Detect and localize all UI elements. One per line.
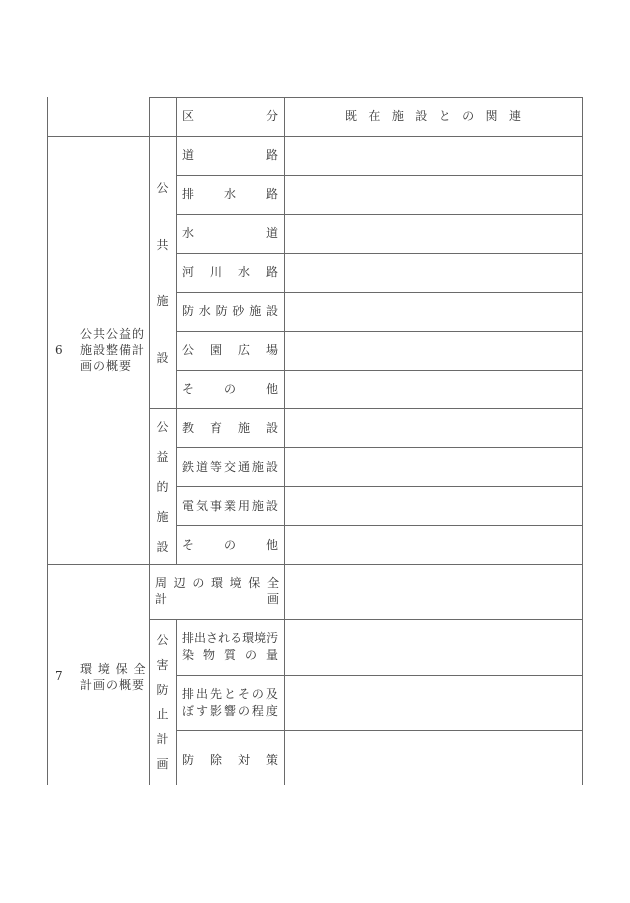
item-label-char: 水: [182, 226, 195, 240]
char: 出: [194, 631, 207, 645]
item-label-char: 施: [251, 460, 264, 474]
header-relation-char: 連: [508, 109, 521, 123]
table-divider-col2b: [176, 619, 177, 785]
item-label: [182, 186, 278, 202]
char: 影: [209, 704, 222, 718]
item-label-char: 園: [209, 343, 222, 357]
section7-title-line: 計画の概要: [80, 678, 146, 692]
group-label-char: 益: [156, 450, 169, 464]
pollution-item-line: [182, 703, 278, 720]
pollution-item-line: [182, 630, 278, 647]
header-kubun-char: 分: [265, 109, 278, 123]
item-label-char: 施: [251, 499, 264, 513]
item-label-char: 用: [237, 499, 250, 513]
group-label-char: 公: [156, 633, 169, 647]
item-label-char: 川: [209, 265, 222, 279]
item-label: [182, 342, 278, 358]
header-relation-char: 設: [415, 109, 428, 123]
section6-number: 6: [55, 343, 63, 357]
item-label-char: 施: [249, 304, 262, 318]
section-line: [47, 564, 583, 565]
item-label-char: 設: [265, 460, 278, 474]
surrounding-line2: [155, 591, 279, 607]
item-label-char: 交: [223, 460, 236, 474]
row-line: [176, 447, 583, 448]
item-label-char: 道: [195, 460, 208, 474]
char: 対: [237, 753, 250, 767]
item-value-cell[interactable]: [286, 215, 580, 251]
item-value-cell[interactable]: [286, 488, 580, 524]
item-label-char: 防: [215, 304, 228, 318]
char: そ: [237, 687, 250, 701]
section6-title-line: 画の概要: [80, 359, 133, 373]
item-label-char: そ: [182, 538, 195, 552]
item-label: [182, 147, 278, 163]
item-value-cell[interactable]: [286, 254, 580, 290]
group-benefit-label: [149, 419, 176, 555]
item-label-char: の: [223, 382, 236, 396]
item-label: [182, 498, 278, 514]
item-value-cell[interactable]: [286, 176, 580, 212]
group-label-char: 防: [156, 682, 169, 697]
char: 排: [182, 687, 195, 701]
item-label-char: 等: [209, 460, 222, 474]
char: 排: [182, 631, 195, 645]
item-label-char: 路: [265, 187, 278, 201]
item-label-char: 気: [195, 499, 208, 513]
item-label-char: 公: [182, 343, 195, 357]
row-line: [176, 525, 583, 526]
item-label-char: 路: [265, 265, 278, 279]
char: 辺: [173, 576, 186, 590]
item-label-char: 他: [265, 382, 278, 396]
pollution-item-line: [182, 686, 278, 703]
table-border-left: [47, 97, 48, 785]
item-label-char: 事: [209, 499, 222, 513]
item-label-char: 道: [182, 148, 195, 162]
pollution-item-line: [182, 752, 278, 769]
char: 質: [223, 648, 236, 662]
char: さ: [206, 631, 219, 645]
item-label-char: 業: [223, 499, 236, 513]
item-value-cell[interactable]: [286, 527, 580, 563]
pollution-item-value-cell[interactable]: [286, 677, 580, 729]
row-line: [176, 675, 583, 676]
item-label-char: 路: [265, 148, 278, 162]
pollution-item-value-cell[interactable]: [286, 621, 580, 673]
char: と: [223, 687, 236, 701]
header-relation-char: 関: [485, 109, 498, 123]
surrounding-env-label: [155, 575, 279, 607]
pollution-item-label: [182, 686, 278, 720]
table-border-top: [149, 97, 583, 98]
table-border-right: [582, 97, 583, 785]
header-kubun-char: 区: [182, 109, 195, 123]
item-label: [182, 225, 278, 241]
item-label-char: 道: [265, 226, 278, 240]
header-relation-char: の: [462, 109, 475, 123]
section6-title-line: 施設整備計: [80, 343, 146, 357]
item-value-cell[interactable]: [286, 371, 580, 407]
item-label-char: 広: [237, 343, 250, 357]
char: 程: [251, 704, 264, 718]
item-label-char: 水: [198, 304, 211, 318]
char: 防: [182, 753, 195, 767]
char: 計: [155, 592, 168, 606]
header-relation: [345, 108, 521, 124]
char: す: [195, 704, 208, 718]
header-relation-char: 施: [391, 109, 404, 123]
char: 及: [265, 687, 278, 701]
char: 環: [210, 576, 223, 590]
header-relation-char: 既: [345, 109, 358, 123]
group-label-char: 共: [156, 237, 169, 252]
item-label-char: 電: [182, 499, 195, 513]
char: 環: [242, 631, 255, 645]
char: れ: [218, 631, 231, 645]
group-pollution-label: [149, 632, 176, 772]
char: 画: [266, 592, 279, 606]
group-label-char: 設: [156, 350, 169, 365]
item-label-char: の: [223, 538, 236, 552]
group-public-label: [149, 180, 176, 366]
group-label-char: 施: [156, 510, 169, 524]
surrounding-env-value[interactable]: [286, 566, 580, 617]
item-label-char: 設: [265, 304, 278, 318]
header-kubun: [182, 108, 278, 124]
pollution-item-line: [182, 647, 278, 664]
row-line: [176, 486, 583, 487]
group-line: [149, 408, 583, 409]
char: の: [192, 576, 205, 590]
section6-title-line: 公共公益的: [80, 327, 146, 341]
char: 染: [182, 648, 195, 662]
char: 境: [254, 631, 267, 645]
pollution-item-label: [182, 630, 278, 664]
section6-title: [80, 326, 145, 374]
item-label-char: そ: [182, 382, 195, 396]
group-label-char: 設: [156, 540, 169, 554]
char: の: [251, 687, 264, 701]
item-label-char: 鉄: [182, 460, 195, 474]
item-label-char: 防: [182, 304, 195, 318]
section7-number: 7: [55, 669, 63, 683]
item-label-char: 設: [265, 499, 278, 513]
char: る: [230, 631, 243, 645]
item-label-char: 育: [209, 421, 222, 435]
char: 汚: [266, 631, 279, 645]
char: 出: [195, 687, 208, 701]
item-label: [182, 459, 278, 475]
item-label-char: 水: [223, 187, 236, 201]
item-label-char: 設: [265, 421, 278, 435]
char: 境: [229, 576, 242, 590]
item-label: [182, 537, 278, 553]
header-relation-char: 在: [368, 109, 381, 123]
char: 除: [209, 753, 222, 767]
item-label-char: 河: [182, 265, 195, 279]
char: 先: [209, 687, 222, 701]
item-value-cell[interactable]: [286, 332, 580, 368]
char: 保: [248, 576, 261, 590]
group-label-char: 施: [156, 294, 169, 309]
table-divider-col3: [284, 97, 285, 785]
surrounding-line1: [155, 575, 279, 591]
section7-title: [80, 661, 146, 693]
group-label-char: 止: [156, 707, 169, 722]
item-label-char: 場: [265, 343, 278, 357]
item-label-char: 水: [237, 265, 250, 279]
char: 周: [155, 576, 168, 590]
group-label-char: 的: [156, 480, 169, 494]
group-label-char: 害: [156, 657, 169, 672]
item-label-char: 砂: [232, 304, 245, 318]
group-label-char: 公: [156, 181, 169, 195]
item-label-char: 他: [265, 538, 278, 552]
item-label-char: 排: [182, 187, 195, 201]
item-value-cell[interactable]: [286, 137, 580, 173]
item-label-char: 施: [237, 421, 250, 435]
header-relation-char: と: [438, 109, 451, 123]
char: の: [244, 648, 257, 662]
item-label: [182, 381, 278, 397]
group-label-char: 計: [156, 732, 169, 747]
char: 量: [265, 648, 278, 662]
group-label-char: 画: [156, 756, 169, 771]
char: 物: [202, 648, 215, 662]
pollution-item-value-cell[interactable]: [286, 732, 580, 784]
item-value-cell[interactable]: [286, 410, 580, 446]
char: ぼ: [182, 704, 195, 718]
item-label-char: 教: [182, 421, 195, 435]
char: 全: [266, 576, 279, 590]
char: の: [237, 704, 250, 718]
item-label: [182, 303, 278, 319]
section7-title-line: 環 境 保 全: [80, 662, 147, 676]
item-label: [182, 420, 278, 436]
char: 響: [223, 704, 236, 718]
item-label: [182, 264, 278, 280]
pollution-item-label: [182, 752, 278, 769]
item-label-char: 通: [237, 460, 250, 474]
item-value-cell[interactable]: [286, 449, 580, 485]
item-value-cell[interactable]: [286, 293, 580, 329]
group-label-char: 公: [156, 420, 169, 434]
char: 度: [265, 704, 278, 718]
row-line: [176, 730, 583, 731]
group-line: [149, 619, 583, 620]
char: 策: [265, 753, 278, 767]
